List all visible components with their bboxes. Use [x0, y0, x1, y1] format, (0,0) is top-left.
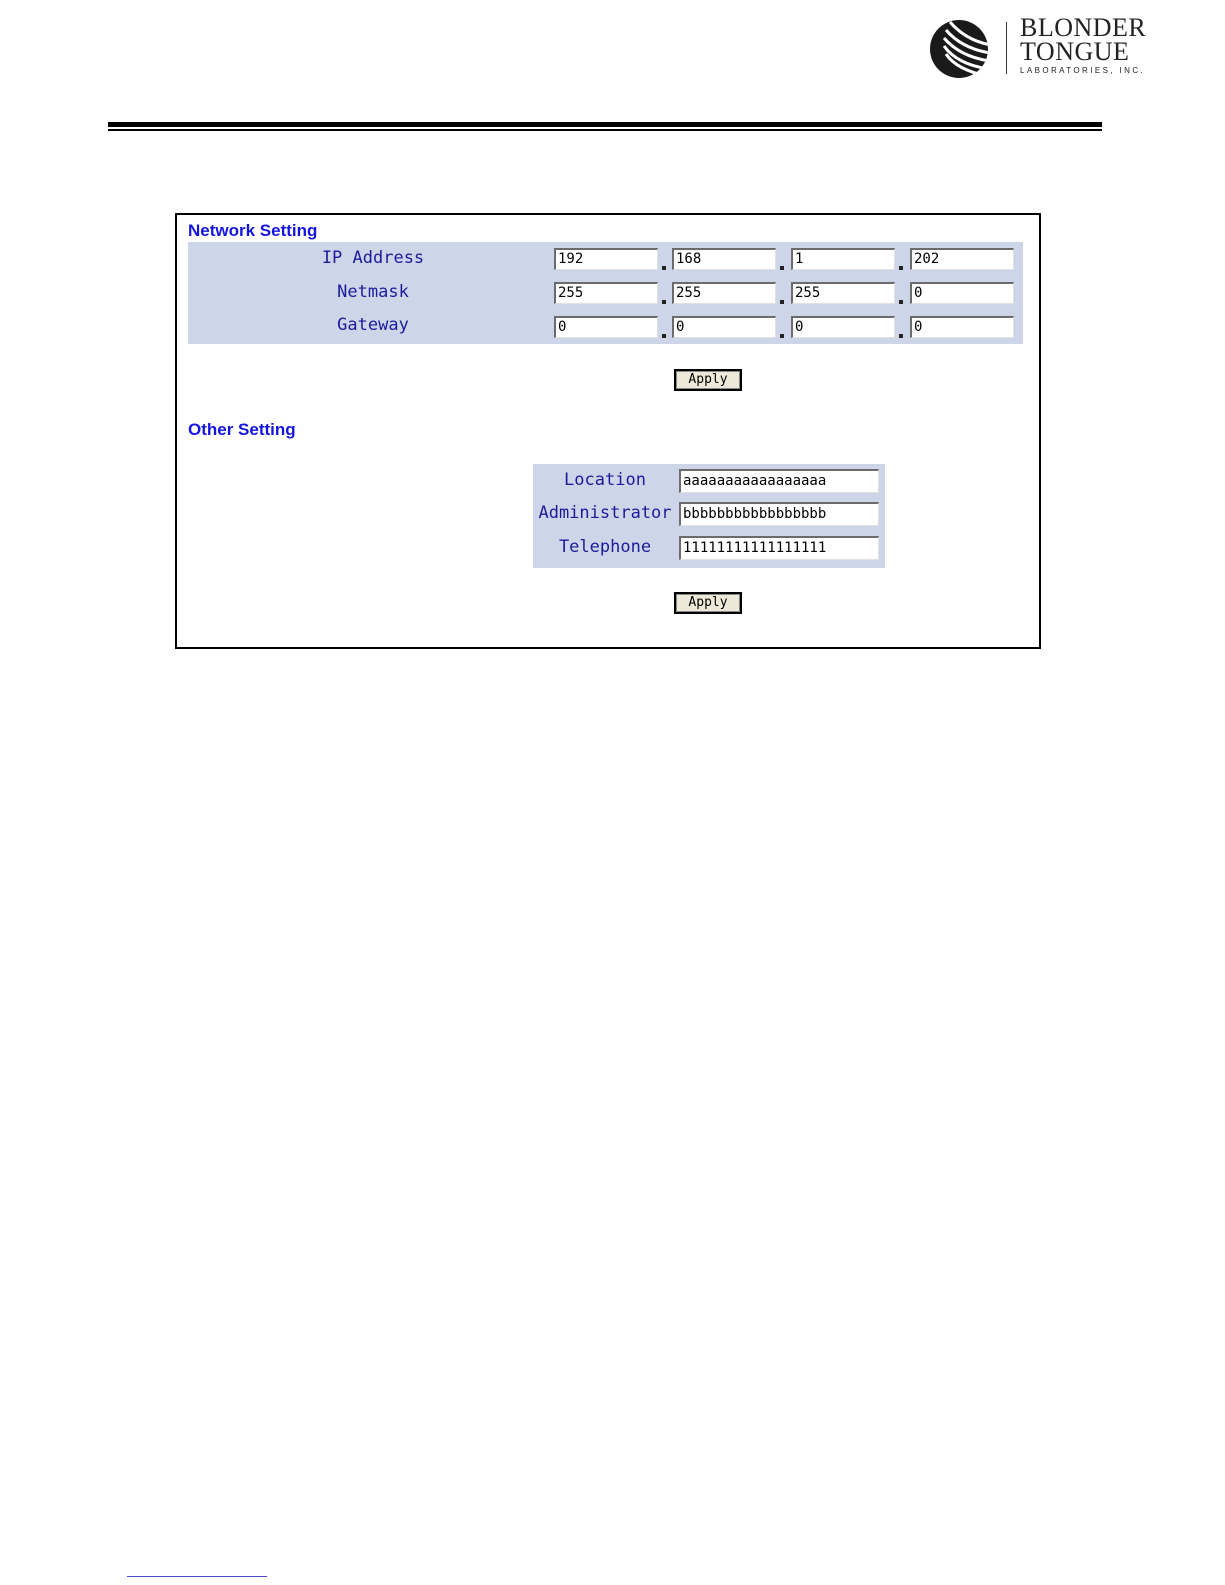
footer-line	[127, 1576, 267, 1577]
ip-address-octet-3[interactable]: 1	[791, 248, 895, 270]
octet-separator	[899, 300, 903, 304]
logo-divider	[1006, 22, 1007, 74]
gateway-label: Gateway	[337, 315, 409, 335]
header-rule-thin	[108, 129, 1102, 131]
logo-line-3: LABORATORIES, INC.	[1020, 66, 1146, 75]
network-setting-panel	[188, 242, 1023, 344]
octet-separator	[780, 300, 784, 304]
other-setting-panel	[533, 464, 885, 568]
location-input[interactable]: aaaaaaaaaaaaaaaaa	[679, 469, 879, 493]
netmask-octet-2[interactable]: 255	[672, 282, 776, 304]
ip-address-octet-2[interactable]: 168	[672, 248, 776, 270]
gateway-octet-4[interactable]: 0	[910, 316, 1014, 338]
octet-separator	[662, 266, 666, 270]
administrator-input[interactable]: bbbbbbbbbbbbbbbbb	[679, 502, 879, 526]
logo-wordmark	[1020, 13, 1147, 75]
telephone-label: Telephone	[558, 537, 652, 557]
ip-address-label: IP Address	[321, 248, 425, 268]
gateway-octet-1[interactable]: 0	[554, 316, 658, 338]
octet-separator	[662, 334, 666, 338]
netmask-octet-4[interactable]: 0	[910, 282, 1014, 304]
octet-separator	[780, 266, 784, 270]
gateway-octet-3[interactable]: 0	[791, 316, 895, 338]
netmask-octet-3[interactable]: 255	[791, 282, 895, 304]
octet-separator	[899, 266, 903, 270]
gateway-octet-2[interactable]: 0	[672, 316, 776, 338]
other-setting-title: Other Setting	[188, 420, 296, 439]
settings-screenshot	[175, 213, 1041, 649]
netmask-octet-1[interactable]: 255	[554, 282, 658, 304]
administrator-label: Administrator	[538, 503, 672, 523]
ip-address-octet-4[interactable]: 202	[910, 248, 1014, 270]
octet-separator	[899, 334, 903, 338]
logo-line-2: TONGUE	[1020, 37, 1130, 66]
logo-line-1: BLONDER	[1020, 13, 1147, 42]
netmask-label: Netmask	[337, 282, 409, 302]
blonder-tongue-logo-icon	[928, 18, 1004, 80]
octet-separator	[780, 334, 784, 338]
location-label: Location	[564, 470, 646, 490]
ip-address-octet-1[interactable]: 192	[554, 248, 658, 270]
network-setting-title: Network Setting	[188, 221, 318, 240]
header-rule-thick	[108, 122, 1102, 127]
octet-separator	[662, 300, 666, 304]
network-apply-button[interactable]: Apply	[674, 369, 742, 391]
other-apply-button[interactable]: Apply	[674, 592, 742, 614]
telephone-input[interactable]: 11111111111111111	[679, 536, 879, 560]
